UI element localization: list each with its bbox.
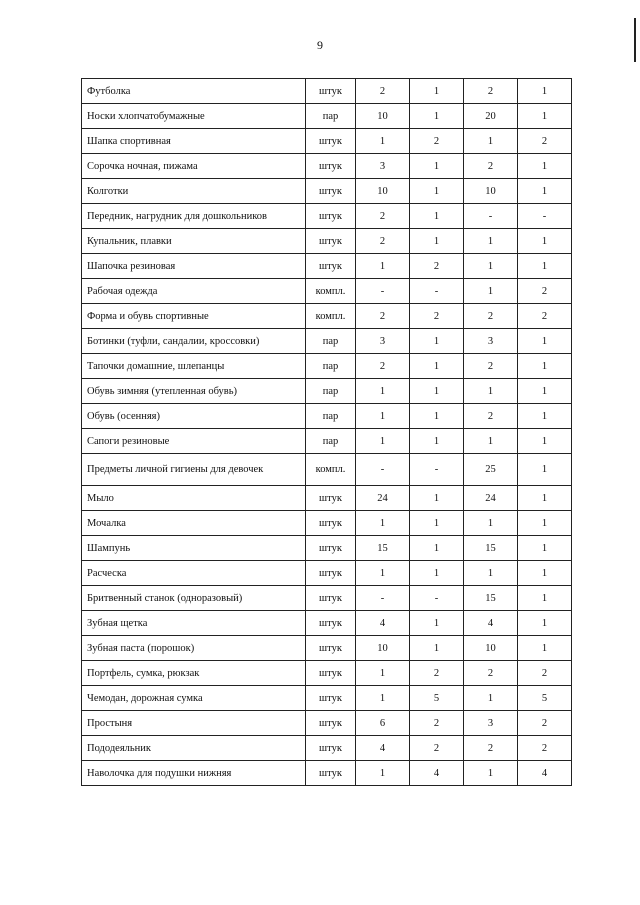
unit-cell: компл. xyxy=(306,279,356,304)
value-cell-2: 1 xyxy=(410,429,464,454)
table-row xyxy=(82,129,572,154)
value-cell-1: 2 xyxy=(356,229,410,254)
item-name-cell: Сапоги резиновые xyxy=(82,429,306,454)
unit-cell: пар xyxy=(306,104,356,129)
table-row xyxy=(82,586,572,611)
item-name-cell: Зубная паста (порошок) xyxy=(82,636,306,661)
value-cell-2: - xyxy=(410,586,464,611)
unit-cell: штук xyxy=(306,79,356,104)
value-cell-4: 1 xyxy=(518,254,572,279)
value-cell-3: 25 xyxy=(464,454,518,486)
value-cell-4: 1 xyxy=(518,511,572,536)
table-row xyxy=(82,761,572,786)
value-cell-2: 2 xyxy=(410,736,464,761)
unit-cell: штук xyxy=(306,129,356,154)
table-row xyxy=(82,736,572,761)
table-row xyxy=(82,79,572,104)
value-cell-3: 1 xyxy=(464,229,518,254)
value-cell-2: 1 xyxy=(410,561,464,586)
value-cell-3: 24 xyxy=(464,486,518,511)
table-row xyxy=(82,379,572,404)
value-cell-4: 1 xyxy=(518,611,572,636)
item-name-cell: Шапка спортивная xyxy=(82,129,306,154)
norms-table-body xyxy=(82,79,572,786)
value-cell-3: 2 xyxy=(464,79,518,104)
table-row xyxy=(82,661,572,686)
value-cell-3: 20 xyxy=(464,104,518,129)
unit-cell: компл. xyxy=(306,304,356,329)
table-row xyxy=(82,304,572,329)
unit-cell: пар xyxy=(306,429,356,454)
item-name-cell: Зубная щетка xyxy=(82,611,306,636)
value-cell-3: 1 xyxy=(464,429,518,454)
table-row xyxy=(82,636,572,661)
value-cell-2: 1 xyxy=(410,179,464,204)
value-cell-2: 1 xyxy=(410,486,464,511)
item-name-cell: Рабочая одежда xyxy=(82,279,306,304)
value-cell-3: 2 xyxy=(464,304,518,329)
table-row xyxy=(82,486,572,511)
value-cell-1: 3 xyxy=(356,329,410,354)
table-row xyxy=(82,154,572,179)
value-cell-1: 15 xyxy=(356,536,410,561)
unit-cell: пар xyxy=(306,354,356,379)
value-cell-3: 1 xyxy=(464,686,518,711)
value-cell-4: 2 xyxy=(518,736,572,761)
unit-cell: пар xyxy=(306,379,356,404)
value-cell-1: 2 xyxy=(356,354,410,379)
value-cell-3: 1 xyxy=(464,511,518,536)
value-cell-2: 1 xyxy=(410,611,464,636)
table-row xyxy=(82,279,572,304)
table-row xyxy=(82,229,572,254)
unit-cell: штук xyxy=(306,711,356,736)
unit-cell: штук xyxy=(306,586,356,611)
value-cell-1: 4 xyxy=(356,736,410,761)
value-cell-4: 1 xyxy=(518,429,572,454)
value-cell-2: 5 xyxy=(410,686,464,711)
value-cell-3: 2 xyxy=(464,404,518,429)
value-cell-2: - xyxy=(410,454,464,486)
value-cell-2: 1 xyxy=(410,204,464,229)
unit-cell: компл. xyxy=(306,454,356,486)
value-cell-1: 1 xyxy=(356,511,410,536)
value-cell-1: 1 xyxy=(356,561,410,586)
value-cell-2: 1 xyxy=(410,404,464,429)
value-cell-3: 15 xyxy=(464,586,518,611)
value-cell-4: 2 xyxy=(518,304,572,329)
value-cell-2: - xyxy=(410,279,464,304)
table-row xyxy=(82,536,572,561)
item-name-cell: Портфель, сумка, рюкзак xyxy=(82,661,306,686)
value-cell-1: 2 xyxy=(356,204,410,229)
item-name-cell: Футболка xyxy=(82,79,306,104)
table-row xyxy=(82,429,572,454)
value-cell-1: 4 xyxy=(356,611,410,636)
item-name-cell: Форма и обувь спортивные xyxy=(82,304,306,329)
item-name-cell: Бритвенный станок (одноразовый) xyxy=(82,586,306,611)
value-cell-1: 1 xyxy=(356,379,410,404)
value-cell-4: 2 xyxy=(518,279,572,304)
item-name-cell: Обувь (осенняя) xyxy=(82,404,306,429)
value-cell-2: 2 xyxy=(410,661,464,686)
value-cell-3: - xyxy=(464,204,518,229)
item-name-cell: Купальник, плавки xyxy=(82,229,306,254)
value-cell-2: 1 xyxy=(410,636,464,661)
value-cell-1: 10 xyxy=(356,636,410,661)
item-name-cell: Мыло xyxy=(82,486,306,511)
value-cell-3: 1 xyxy=(464,561,518,586)
table-row xyxy=(82,329,572,354)
table-row xyxy=(82,561,572,586)
scan-edge-mark xyxy=(634,18,636,62)
item-name-cell: Предметы личной гигиены для девочек xyxy=(82,454,306,486)
table-row xyxy=(82,511,572,536)
value-cell-2: 2 xyxy=(410,254,464,279)
unit-cell: штук xyxy=(306,661,356,686)
value-cell-2: 1 xyxy=(410,379,464,404)
table-row xyxy=(82,254,572,279)
unit-cell: штук xyxy=(306,686,356,711)
value-cell-2: 1 xyxy=(410,354,464,379)
value-cell-1: 1 xyxy=(356,661,410,686)
value-cell-4: 1 xyxy=(518,179,572,204)
table-row xyxy=(82,454,572,486)
value-cell-3: 2 xyxy=(464,736,518,761)
value-cell-2: 2 xyxy=(410,304,464,329)
value-cell-1: 2 xyxy=(356,304,410,329)
item-name-cell: Наволочка для подушки нижняя xyxy=(82,761,306,786)
value-cell-4: 1 xyxy=(518,561,572,586)
table-row xyxy=(82,404,572,429)
value-cell-4: 1 xyxy=(518,229,572,254)
value-cell-3: 2 xyxy=(464,154,518,179)
value-cell-4: 2 xyxy=(518,711,572,736)
item-name-cell: Обувь зимняя (утепленная обувь) xyxy=(82,379,306,404)
unit-cell: штук xyxy=(306,761,356,786)
item-name-cell: Шапочка резиновая xyxy=(82,254,306,279)
value-cell-3: 1 xyxy=(464,379,518,404)
table-row xyxy=(82,354,572,379)
value-cell-1: 10 xyxy=(356,179,410,204)
value-cell-1: - xyxy=(356,279,410,304)
table-row xyxy=(82,686,572,711)
value-cell-4: 4 xyxy=(518,761,572,786)
unit-cell: штук xyxy=(306,511,356,536)
value-cell-3: 4 xyxy=(464,611,518,636)
value-cell-1: 1 xyxy=(356,129,410,154)
value-cell-4: - xyxy=(518,204,572,229)
value-cell-1: 10 xyxy=(356,104,410,129)
value-cell-2: 1 xyxy=(410,229,464,254)
value-cell-3: 1 xyxy=(464,129,518,154)
value-cell-3: 1 xyxy=(464,254,518,279)
table-row xyxy=(82,104,572,129)
value-cell-3: 10 xyxy=(464,179,518,204)
value-cell-1: 1 xyxy=(356,761,410,786)
value-cell-2: 1 xyxy=(410,329,464,354)
unit-cell: штук xyxy=(306,179,356,204)
item-name-cell: Носки хлопчатобумажные xyxy=(82,104,306,129)
norms-table xyxy=(81,78,572,786)
value-cell-4: 1 xyxy=(518,536,572,561)
value-cell-2: 1 xyxy=(410,79,464,104)
value-cell-2: 4 xyxy=(410,761,464,786)
unit-cell: пар xyxy=(306,329,356,354)
value-cell-4: 1 xyxy=(518,379,572,404)
value-cell-3: 1 xyxy=(464,279,518,304)
table-row xyxy=(82,611,572,636)
value-cell-1: 24 xyxy=(356,486,410,511)
value-cell-4: 1 xyxy=(518,354,572,379)
item-name-cell: Сорочка ночная, пижама xyxy=(82,154,306,179)
unit-cell: штук xyxy=(306,154,356,179)
item-name-cell: Расческа xyxy=(82,561,306,586)
unit-cell: штук xyxy=(306,486,356,511)
value-cell-4: 1 xyxy=(518,454,572,486)
item-name-cell: Пододеяльник xyxy=(82,736,306,761)
unit-cell: штук xyxy=(306,229,356,254)
value-cell-3: 3 xyxy=(464,711,518,736)
value-cell-1: - xyxy=(356,586,410,611)
value-cell-3: 15 xyxy=(464,536,518,561)
value-cell-1: 1 xyxy=(356,254,410,279)
unit-cell: пар xyxy=(306,404,356,429)
unit-cell: штук xyxy=(306,736,356,761)
unit-cell: штук xyxy=(306,204,356,229)
value-cell-4: 2 xyxy=(518,129,572,154)
value-cell-2: 2 xyxy=(410,129,464,154)
page-number: 9 xyxy=(317,38,323,52)
value-cell-3: 10 xyxy=(464,636,518,661)
value-cell-4: 1 xyxy=(518,586,572,611)
item-name-cell: Шампунь xyxy=(82,536,306,561)
value-cell-3: 1 xyxy=(464,761,518,786)
value-cell-3: 2 xyxy=(464,661,518,686)
value-cell-4: 1 xyxy=(518,636,572,661)
value-cell-4: 1 xyxy=(518,104,572,129)
value-cell-4: 1 xyxy=(518,79,572,104)
unit-cell: штук xyxy=(306,611,356,636)
item-name-cell: Тапочки домашние, шлепанцы xyxy=(82,354,306,379)
value-cell-3: 3 xyxy=(464,329,518,354)
value-cell-4: 1 xyxy=(518,329,572,354)
unit-cell: штук xyxy=(306,561,356,586)
value-cell-1: - xyxy=(356,454,410,486)
item-name-cell: Передник, нагрудник для дошкольников xyxy=(82,204,306,229)
table-row xyxy=(82,711,572,736)
value-cell-4: 1 xyxy=(518,404,572,429)
value-cell-4: 1 xyxy=(518,154,572,179)
value-cell-4: 1 xyxy=(518,486,572,511)
item-name-cell: Колготки xyxy=(82,179,306,204)
unit-cell: штук xyxy=(306,536,356,561)
unit-cell: штук xyxy=(306,636,356,661)
item-name-cell: Чемодан, дорожная сумка xyxy=(82,686,306,711)
table-row xyxy=(82,204,572,229)
value-cell-1: 1 xyxy=(356,429,410,454)
value-cell-4: 2 xyxy=(518,661,572,686)
table-row xyxy=(82,179,572,204)
item-name-cell: Простыня xyxy=(82,711,306,736)
value-cell-1: 2 xyxy=(356,79,410,104)
unit-cell: штук xyxy=(306,254,356,279)
value-cell-4: 5 xyxy=(518,686,572,711)
value-cell-2: 1 xyxy=(410,511,464,536)
item-name-cell: Ботинки (туфли, сандалии, кроссовки) xyxy=(82,329,306,354)
value-cell-1: 1 xyxy=(356,404,410,429)
value-cell-2: 1 xyxy=(410,154,464,179)
value-cell-3: 2 xyxy=(464,354,518,379)
value-cell-1: 3 xyxy=(356,154,410,179)
item-name-cell: Мочалка xyxy=(82,511,306,536)
value-cell-1: 6 xyxy=(356,711,410,736)
value-cell-2: 1 xyxy=(410,536,464,561)
value-cell-1: 1 xyxy=(356,686,410,711)
value-cell-2: 2 xyxy=(410,711,464,736)
value-cell-2: 1 xyxy=(410,104,464,129)
